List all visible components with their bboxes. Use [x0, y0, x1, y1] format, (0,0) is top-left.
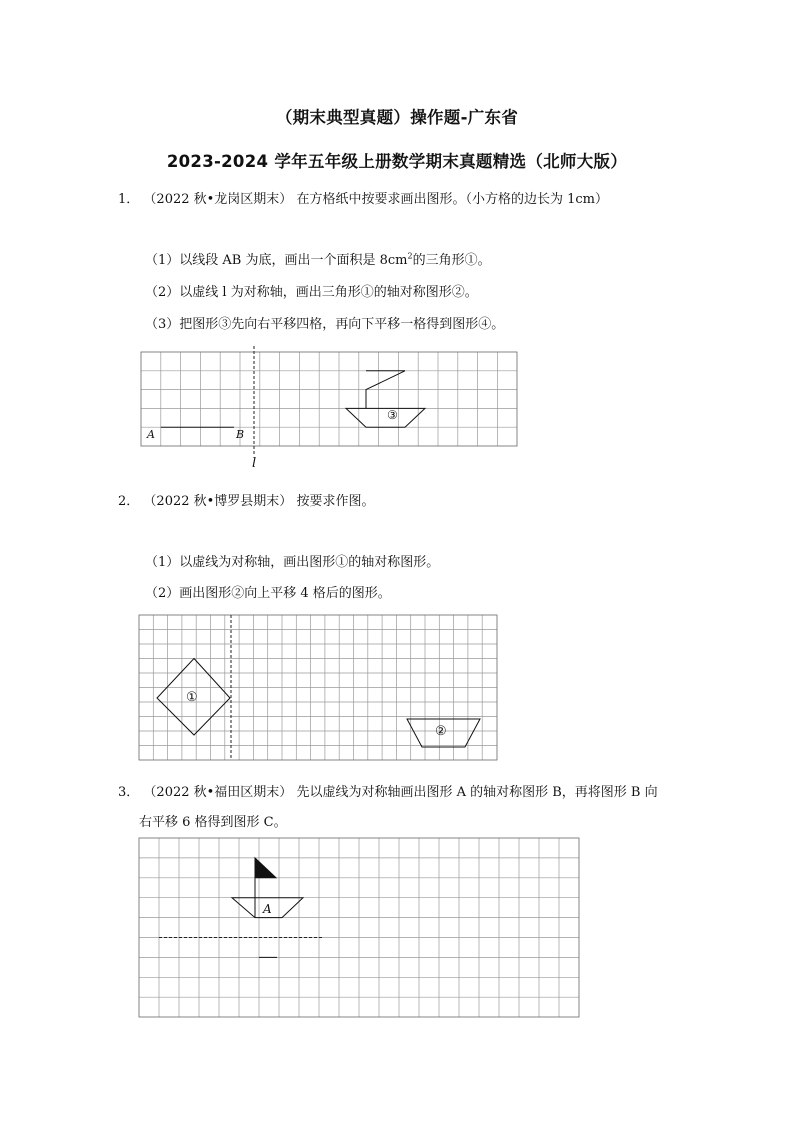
question-1-sub-1: [145, 249, 491, 268]
shape-3-boat: [346, 408, 425, 427]
question-1: [118, 188, 608, 207]
grid-1: [141, 352, 517, 446]
grid-1-frame: [141, 352, 517, 446]
question-1-stem: 在方格纸中按要求画出图形。（小方格的边长为 1cm）: [296, 192, 608, 207]
question-2-number: 2．: [118, 494, 140, 509]
question-3-number: 3．: [118, 785, 140, 800]
question-3-stem-line-2: 右平移 6 格得到图形 C。: [139, 815, 287, 830]
point-b-label: B: [236, 428, 245, 441]
shape-2-label: ②: [435, 724, 447, 739]
sub-1-text-end: 的三角形①。: [412, 253, 491, 268]
question-2-source: （2022 秋•博罗县期末）: [143, 494, 293, 509]
question-2-sub-1: （1）以虚线为对称轴，画出图形①的轴对称图形。: [145, 555, 440, 570]
title-line-1: （期末典型真题）操作题-广东省: [275, 108, 519, 127]
grid-3: [139, 838, 579, 1017]
shape-3-label: ③: [387, 408, 398, 422]
sub-1-superscript: 2: [407, 251, 413, 261]
shape-1-label: ①: [186, 690, 198, 705]
shape-a-flag: [255, 858, 276, 878]
question-3-source: （2022 秋•福田区期末）: [143, 785, 293, 800]
sub-1-text: （1）以线段 AB 为底，画出一个面积是 8cm: [145, 253, 408, 268]
question-1-source: （2022 秋•龙岗区期末）: [143, 192, 293, 207]
question-3: [118, 781, 658, 800]
question-2-stem: 按要求作图。: [296, 494, 375, 509]
question-2: [118, 490, 374, 509]
question-1-sub-2: （2）以虚线 l 为对称轴，画出三角形①的轴对称图形②。: [145, 285, 478, 300]
question-1-number: 1．: [118, 192, 140, 207]
grid-3-lines: [139, 838, 579, 1017]
question-2-sub-2: （2）画出图形②向上平移 4 格后的图形。: [145, 586, 391, 601]
question-1-sub-3: （3）把图形③先向右平移四格，再向下平移一格得到图形④。: [145, 317, 505, 332]
title-line-2: 2023-2024 学年五年级上册数学期末真题精选（北师大版）: [166, 152, 628, 171]
grid-1-lines: [141, 352, 517, 446]
point-a-label: A: [147, 428, 155, 441]
shape-a-label: A: [263, 902, 272, 916]
question-3-stem-line-1: 先以虚线为对称轴画出图形 A 的轴对称图形 B，再将图形 B 向: [296, 785, 658, 800]
axis-l-label: l: [252, 456, 257, 471]
